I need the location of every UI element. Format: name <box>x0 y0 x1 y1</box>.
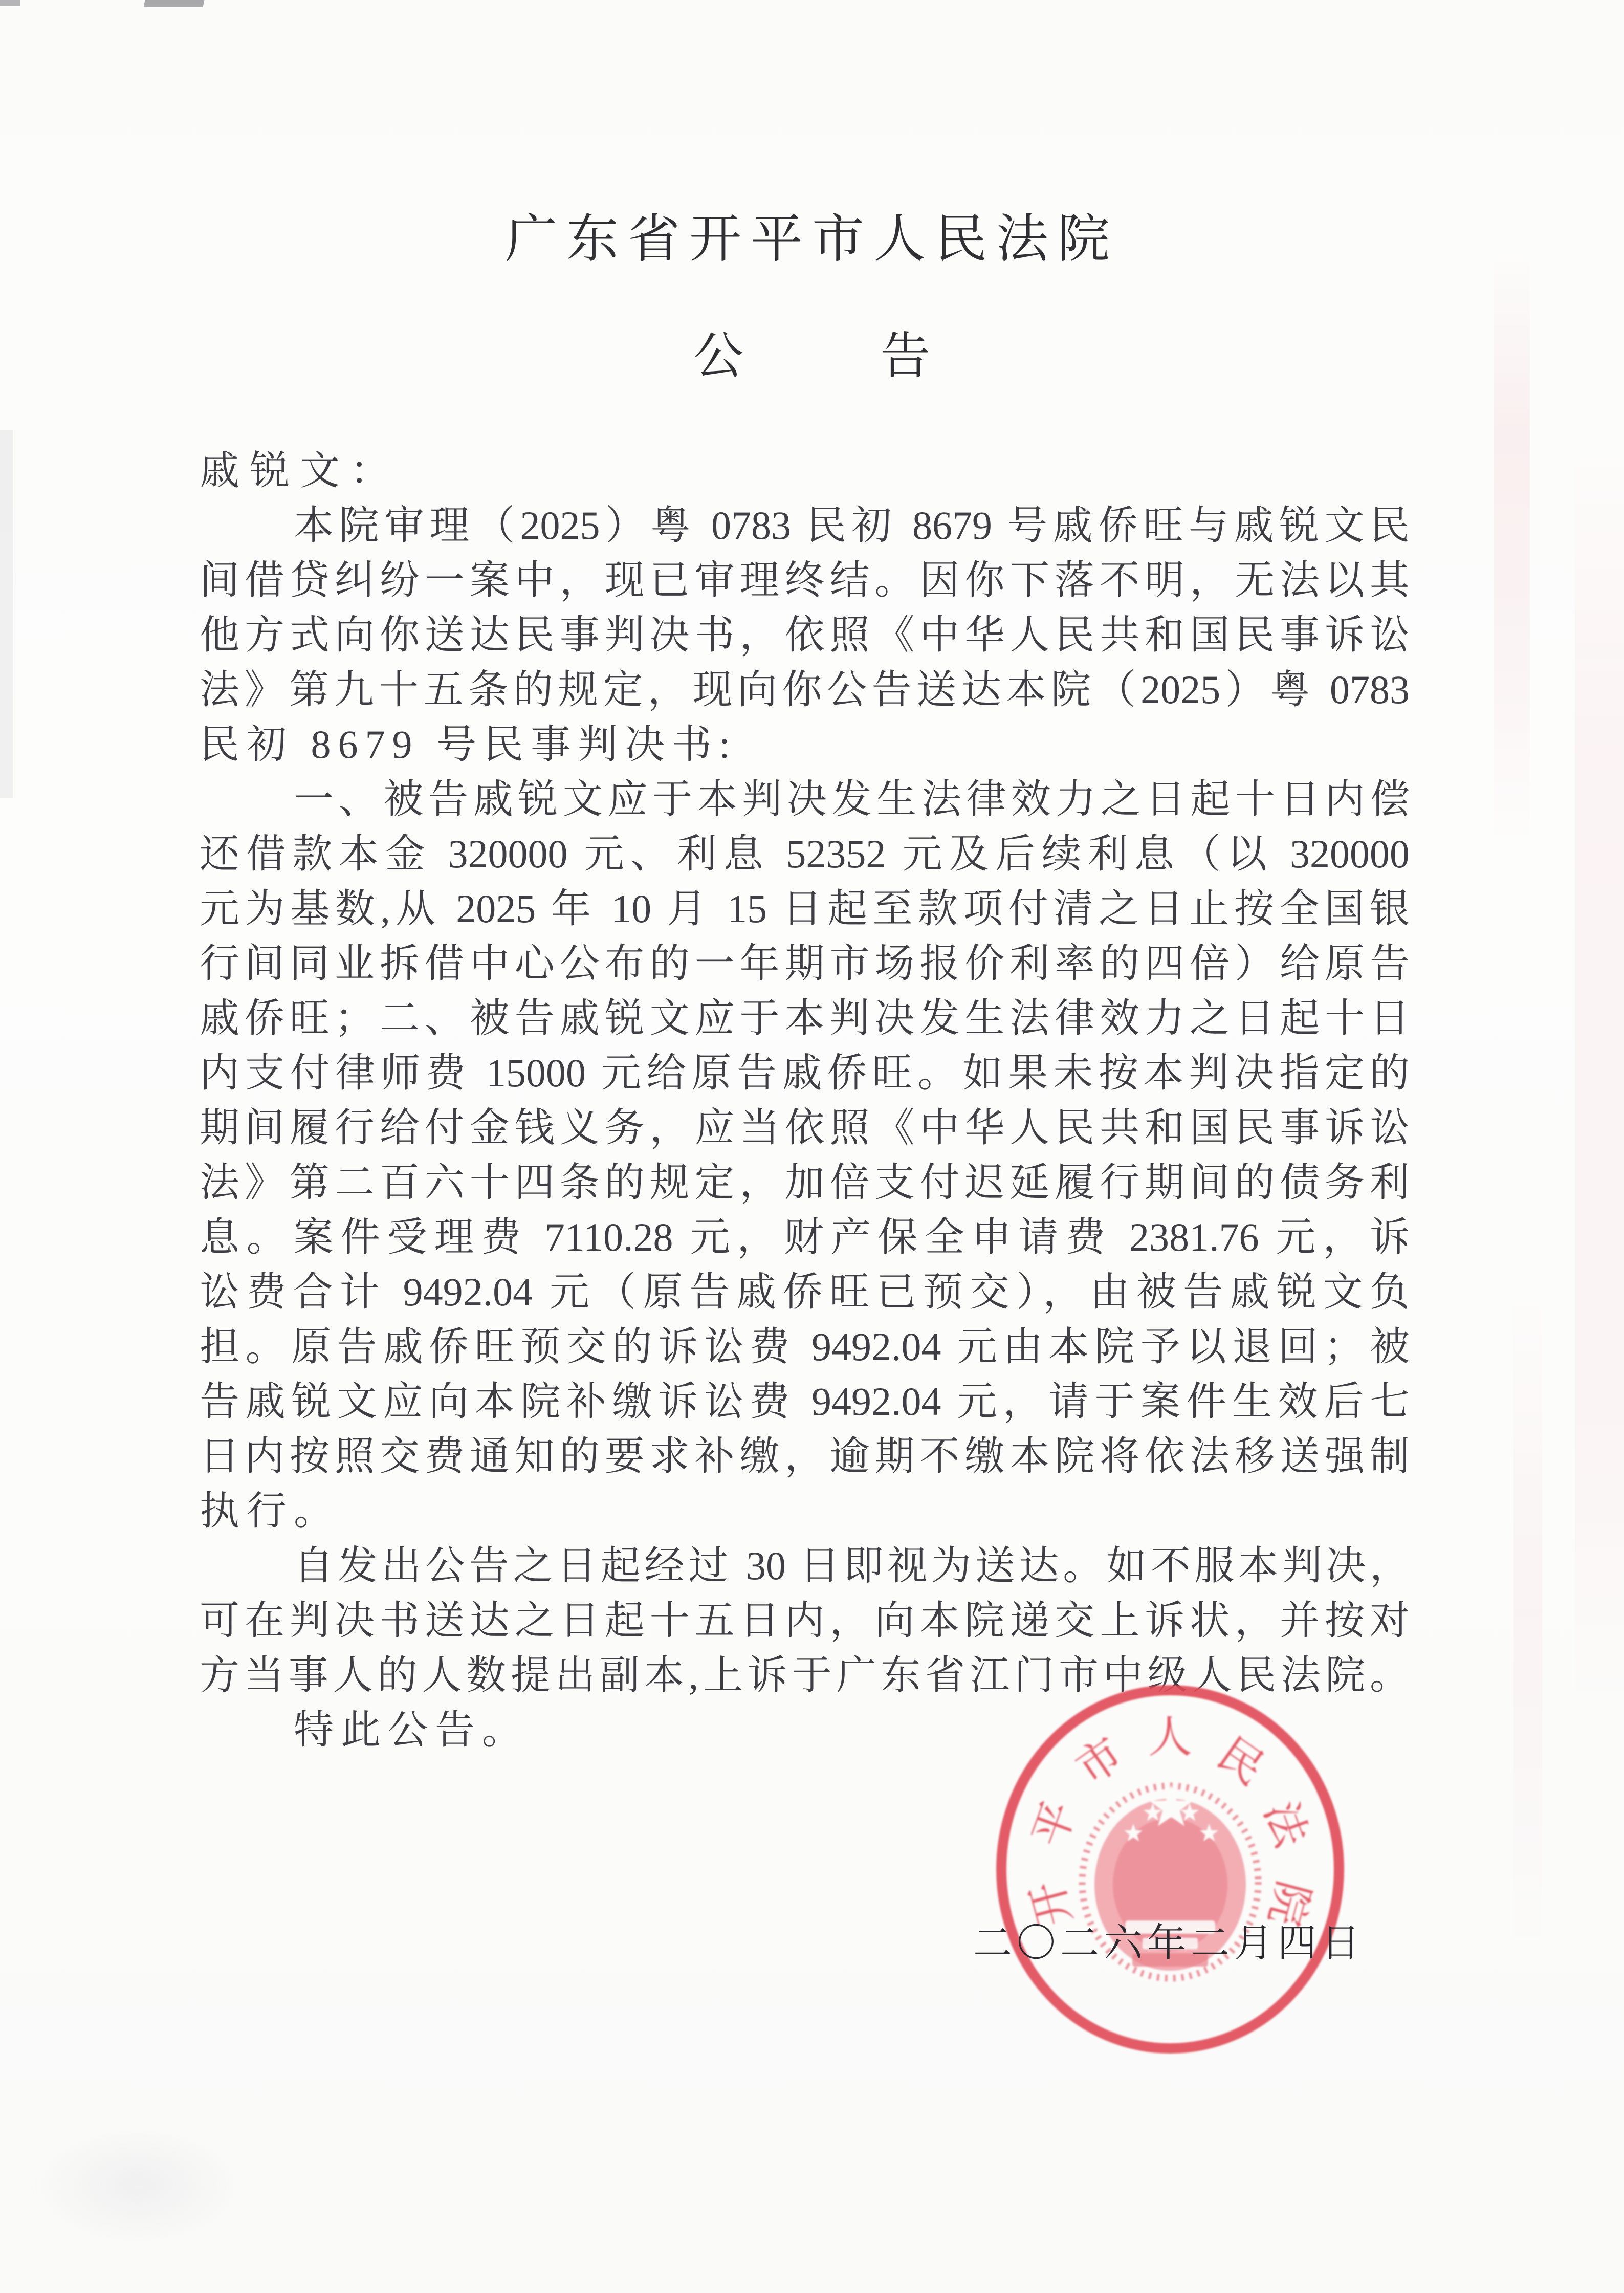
body-line: 特此公告。 <box>294 1708 530 1752</box>
body-line: 讼费合计 9492.04 元（原告戚侨旺已预交），由被告戚锐文负 <box>200 1270 1410 1314</box>
seal-char: 市 <box>1067 1729 1132 1794</box>
body-line: 行间同业拆借中心公布的一年期市场报价利率的四倍）给原告 <box>200 941 1410 986</box>
official-seal <box>991 1680 1349 2059</box>
body-line: 本院审理（2025）粤 0783 民初 8679 号戚侨旺与戚锐文民 <box>294 503 1410 548</box>
seal-char: 院 <box>1259 1876 1319 1931</box>
notice-title-char-left: 公 <box>693 329 744 384</box>
seal-char: 平 <box>1024 1795 1085 1853</box>
body-line: 期间履行给付金钱义务，应当依照《中华人民共和国民事诉讼 <box>200 1105 1410 1150</box>
seal-char: 开 <box>1022 1876 1081 1931</box>
body-line: 元为基数,从 2025 年 10 月 15 日起至款项付清之日止按全国银 <box>200 886 1410 931</box>
body-text <box>200 443 1410 1757</box>
seal-char: 人 <box>1148 1713 1192 1762</box>
body-line: 可在判决书送达之日起十五日内，向本院递交上诉状，并按对 <box>200 1598 1410 1643</box>
body-line: 一、被告戚锐文应于本判决发生法律效力之日起十日内偿 <box>294 777 1410 821</box>
body-line: 内支付律师费 15000 元给原告戚侨旺。如果未按本判决指定的 <box>200 1051 1410 1095</box>
body-line: 方当事人的人数提出副本,上诉于广东省江门市中级人民法院。 <box>200 1653 1410 1697</box>
notice-title-char-right: 告 <box>880 329 931 384</box>
body-line: 日内按照交费通知的要求补缴，逾期不缴本院将依法移送强制 <box>200 1434 1410 1478</box>
body-line: 间借贷纠纷一案中，现已审理终结。因你下落不明，无法以其 <box>200 558 1410 602</box>
body-line: 民初 8679 号民事判决书: <box>200 722 737 767</box>
body-line: 戚侨旺；二、被告戚锐文应于本判决发生法律效力之日起十日 <box>200 996 1410 1040</box>
scan-mark-top-left <box>0 0 20 6</box>
scan-streak <box>1513 1279 1542 1945</box>
notice-title <box>0 320 1624 383</box>
scan-smudge <box>31 2124 246 2246</box>
body-line: 他方式向你送达民事判决书，依照《中华人民共和国民事诉讼 <box>200 613 1410 657</box>
body-line: 息。案件受理费 7110.28 元，财产保全申请费 2381.76 元，诉 <box>200 1215 1410 1259</box>
scan-streak <box>0 430 13 798</box>
body-line: 告戚锐文应向本院补缴诉讼费 9492.04 元，请于案件生效后七 <box>200 1379 1410 1424</box>
seal-date: 二〇二六年二月四日 <box>973 1922 1365 1965</box>
seal-char: 法 <box>1255 1795 1316 1853</box>
court-title: 广东省开平市人民法院 <box>505 211 1119 269</box>
seal-char: 民 <box>1209 1729 1273 1794</box>
scan-mark-top <box>144 0 205 7</box>
scan-streak <box>1575 435 1624 1714</box>
body-line: 法》第九十五条的规定，现向你公告送达本院（2025）粤 0783 <box>200 667 1410 712</box>
body-line: 法》第二百六十四条的规定，加倍支付迟延履行期间的债务利 <box>200 1160 1410 1205</box>
body-line: 自发出公告之日起经过 30 日即视为送达。如不服本判决， <box>294 1543 1410 1588</box>
body-line: 担。原告戚侨旺预交的诉讼费 9492.04 元由本院予以退回；被 <box>200 1324 1410 1369</box>
body-line: 还借款本金 320000 元、利息 52352 元及后续利息（以 320000 <box>200 832 1410 876</box>
body-line: 戚锐文： <box>200 448 401 493</box>
body-line: 执行。 <box>200 1489 341 1533</box>
